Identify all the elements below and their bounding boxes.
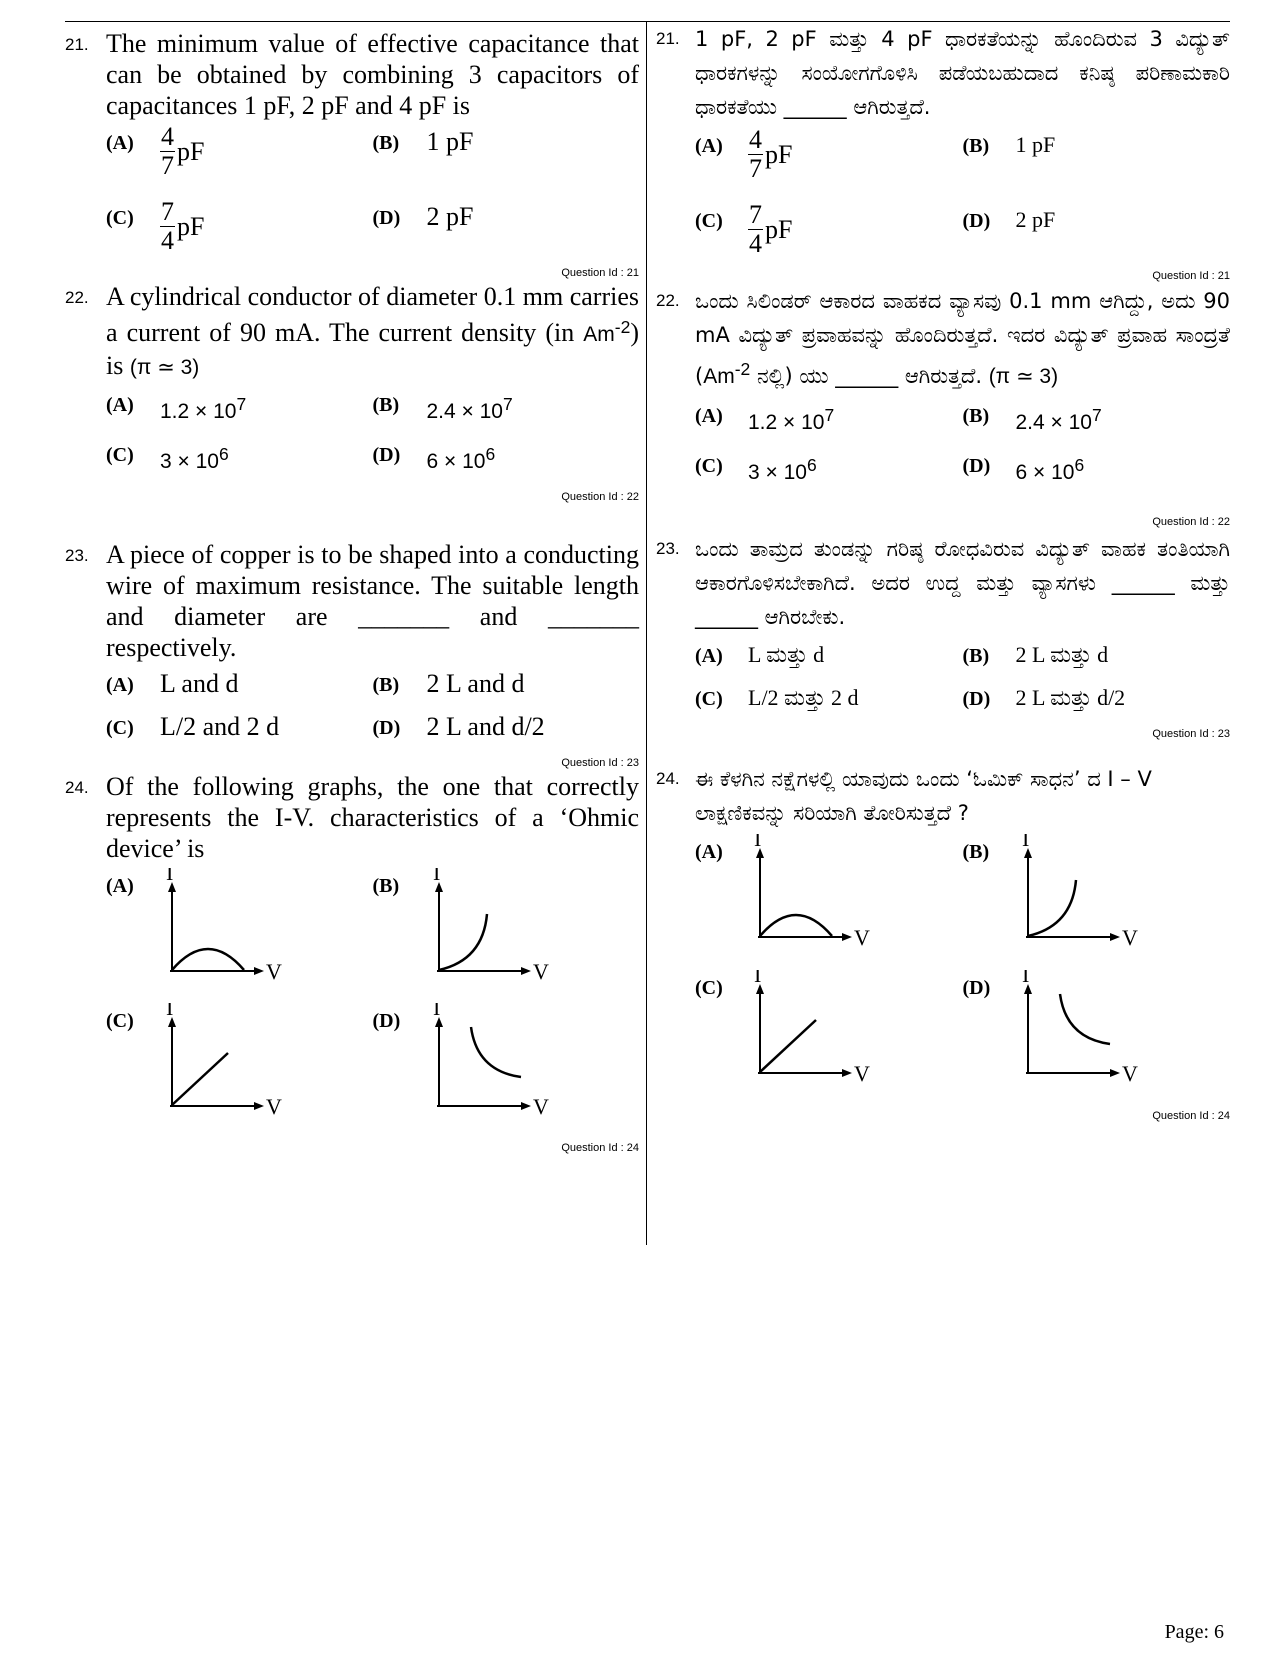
question-number: 23. bbox=[656, 539, 680, 558]
y-axis-label: I bbox=[432, 1003, 440, 1020]
question-24 bbox=[654, 762, 1230, 1122]
iv-graph-svg bbox=[748, 834, 878, 952]
option-d: (D) 2 pF bbox=[962, 207, 1056, 232]
option-d: (D) $6 \times 10^6$ bbox=[372, 444, 496, 473]
column-divider bbox=[646, 22, 647, 1245]
option-c: (C) I V bbox=[695, 970, 963, 1098]
y-axis-label: I bbox=[166, 868, 174, 885]
y-axis-label: I bbox=[432, 868, 440, 885]
question-text: ಒಂದು ತಾಮ್ರದ ತುಂಡನ್ನು ಗರಿಷ್ಠ ರೋಧವಿರುವ ವಿದ್ಯುತ್ ವಾಹಕ ತಂತಿಯಾಗಿ ಆಕಾರಗೊಳಿಸಬೇಕಾಗಿದೆ. ಅದರ ಉದ್ದ ಮತ್ತು ವ್ಯಾಸಗಳು ______ ಮತ್ತು ______ ಆಗಿರಬೇಕು. bbox=[695, 537, 1230, 629]
x-axis-label: V bbox=[532, 1094, 549, 1119]
y-axis-label: I bbox=[1021, 834, 1029, 851]
question-text: Of the following graphs, the one that correctly represents the I-V. characteristics of a ‘Ohmic device’ is bbox=[106, 772, 639, 863]
question-id: Question Id : 23 bbox=[561, 757, 639, 769]
question-text: A cylindrical conductor of diameter 0.1 mm carries a current of 90 mA. The current density (in $Am^{-2}$) is (π ≃ 3) bbox=[106, 282, 639, 380]
question-24 bbox=[65, 771, 639, 1154]
question-number: 22. bbox=[65, 288, 89, 307]
question-23 bbox=[654, 532, 1230, 740]
option-c: (C) 7 4 pF bbox=[106, 197, 205, 255]
question-number: 24. bbox=[65, 778, 89, 797]
question-id: Question Id : 23 bbox=[1152, 728, 1230, 740]
question-21 bbox=[654, 22, 1230, 282]
iv-graph-svg bbox=[427, 1003, 557, 1121]
iv-graph-dome bbox=[748, 834, 878, 962]
question-text: 1 pF, 2 pF ಮತ್ತು 4 pF ಧಾರಕತೆಯನ್ನು ಹೊಂದಿರುವ 3 ವಿದ್ಯುತ್ ಧಾರಕಗಳನ್ನು ಸಂಯೋಗಗೊಳಿಸಿ ಪಡೆಯಬಹುದಾದ ಕನಿಷ್ಠ ಪರಿಣಾಮಕಾರಿ ಧಾರಕತೆಯು ______ ಆಗಿರುತ್ತದೆ. bbox=[695, 27, 1230, 119]
question-number: 21. bbox=[656, 29, 680, 48]
option-a: (A) I V bbox=[695, 834, 963, 962]
question-text: A piece of copper is to be shaped into a conducting wire of maximum resistance. The suitable length and diameter are _______ and _______ respectively. bbox=[106, 540, 639, 662]
y-axis-label: I bbox=[754, 970, 762, 987]
question-text: ಈ ಕೆಳಗಿನ ನಕ್ಷೆಗಳಲ್ಲಿ ಯಾವುದು ಒಂದು ‘ಓಮಿಕ್ ಸಾಧನ’ ದ I – V ಲಾಕ್ಷಣಿಕವನ್ನು ಸರಿಯಾಗಿ ತೋರಿಸುತ್ತದೆ ? bbox=[695, 767, 1152, 825]
option-a: (A) 4 7 pF bbox=[695, 125, 793, 183]
iv-graph-dome bbox=[160, 868, 290, 995]
question-23 bbox=[65, 539, 639, 769]
question-text: ಒಂದು ಸಿಲಿಂಡರ್ ಆಕಾರದ ವಾಹಕದ ವ್ಯಾಸವು 0.1 mm ಆಗಿದ್ದು, ಅದು 90 mA ವಿದ್ಯುತ್ ಪ್ರವಾಹವನ್ನು ಹೊಂದಿರುತ್ತದೆ. ಇದರ ವಿದ್ಯುತ್ ಪ್ರವಾಹ ಸಾಂದ್ರತೆ ($Am^{-2}$ ನಲ್ಲಿ) ಯು ______ ಆಗಿರುತ್ತದೆ. (π ≃ 3) bbox=[695, 289, 1230, 388]
question-number: 22. bbox=[656, 291, 680, 310]
question-id: Question Id : 24 bbox=[1152, 1110, 1230, 1122]
option-a: (A) 4 7 pF bbox=[106, 122, 205, 180]
iv-graph-rise bbox=[427, 868, 557, 995]
iv-graph-rise bbox=[1016, 834, 1146, 962]
option-a: (A) $1.2 \times 10^7$ bbox=[695, 405, 835, 434]
option-c: (C) 7 4 pF bbox=[695, 200, 793, 258]
page-number: Page: 6 bbox=[1164, 1621, 1224, 1643]
question-id: Question Id : 21 bbox=[1152, 270, 1230, 282]
iv-graph-svg bbox=[1016, 970, 1146, 1088]
option-c: (C) $3 \times 10^6$ bbox=[106, 444, 229, 473]
option-a: (A) L and d bbox=[106, 669, 239, 698]
option-a: (A) L ಮತ್ತು d bbox=[695, 642, 825, 667]
option-a: (A) $1.2 \times 10^7$ bbox=[106, 394, 247, 423]
option-c: (C) L/2 ಮತ್ತು 2 d bbox=[695, 685, 859, 710]
iv-graph-svg bbox=[160, 868, 290, 986]
question-21 bbox=[65, 28, 639, 279]
kannada-column bbox=[654, 28, 1230, 1122]
option-b: (B) I V bbox=[373, 868, 640, 995]
iv-graph-linear bbox=[748, 970, 878, 1098]
iv-graph-decay bbox=[1016, 970, 1146, 1098]
option-b: (B) $2.4 \times 10^7$ bbox=[962, 405, 1102, 434]
option-a: (A) I V bbox=[106, 868, 373, 995]
iv-graph-decay bbox=[427, 1003, 557, 1130]
option-d: (D) I V bbox=[373, 1003, 640, 1130]
x-axis-label: V bbox=[266, 959, 282, 984]
option-b: (B) $2.4 \times 10^7$ bbox=[372, 394, 513, 423]
option-d: (D) 2 L and d/2 bbox=[372, 712, 545, 741]
english-column bbox=[65, 28, 639, 1154]
question-number: 21. bbox=[65, 35, 89, 54]
option-d: (D) 2 pF bbox=[372, 202, 474, 231]
question-id: Question Id : 22 bbox=[1152, 516, 1230, 528]
x-axis-label: V bbox=[1121, 925, 1138, 950]
question-number: 23. bbox=[65, 546, 89, 565]
question-id: Question Id : 24 bbox=[561, 1142, 639, 1154]
iv-graph-svg bbox=[160, 1003, 290, 1121]
option-d: (D) 2 L ಮತ್ತು d/2 bbox=[962, 685, 1126, 710]
x-axis-label: V bbox=[1121, 1061, 1138, 1086]
question-text: The minimum value of effective capacitance that can be obtained by combining 3 capacitors of capacitances 1 pF, 2 pF and 4 pF is bbox=[106, 29, 639, 120]
option-b: (B) I V bbox=[963, 834, 1231, 962]
iv-graph-svg bbox=[427, 868, 557, 986]
iv-graph-linear bbox=[160, 1003, 290, 1130]
question-number: 24. bbox=[656, 769, 680, 788]
option-b: (B) 2 L and d bbox=[372, 669, 525, 698]
x-axis-label: V bbox=[266, 1094, 282, 1119]
x-axis-label: V bbox=[854, 1061, 870, 1086]
iv-graph-svg bbox=[748, 970, 878, 1088]
option-d: (D) I V bbox=[963, 970, 1231, 1098]
y-axis-label: I bbox=[166, 1003, 174, 1020]
question-id: Question Id : 22 bbox=[561, 491, 639, 503]
y-axis-label: I bbox=[1021, 970, 1029, 987]
option-d: (D) $6 \times 10^6$ bbox=[962, 455, 1085, 484]
x-axis-label: V bbox=[854, 925, 870, 950]
option-c: (C) L/2 and 2 d bbox=[106, 712, 280, 741]
question-id: Question Id : 21 bbox=[561, 267, 639, 279]
option-c: (C) $3 \times 10^6$ bbox=[695, 455, 817, 484]
iv-graph-svg bbox=[1016, 834, 1146, 952]
option-b: (B) 2 L ಮತ್ತು d bbox=[962, 642, 1109, 667]
y-axis-label: I bbox=[754, 834, 762, 851]
option-b: (B) 1 pF bbox=[962, 132, 1056, 157]
question-22 bbox=[65, 281, 639, 503]
option-b: (B) 1 pF bbox=[372, 127, 474, 156]
x-axis-label: V bbox=[532, 959, 549, 984]
option-c: (C) I V bbox=[106, 1003, 373, 1130]
question-22 bbox=[654, 284, 1230, 528]
